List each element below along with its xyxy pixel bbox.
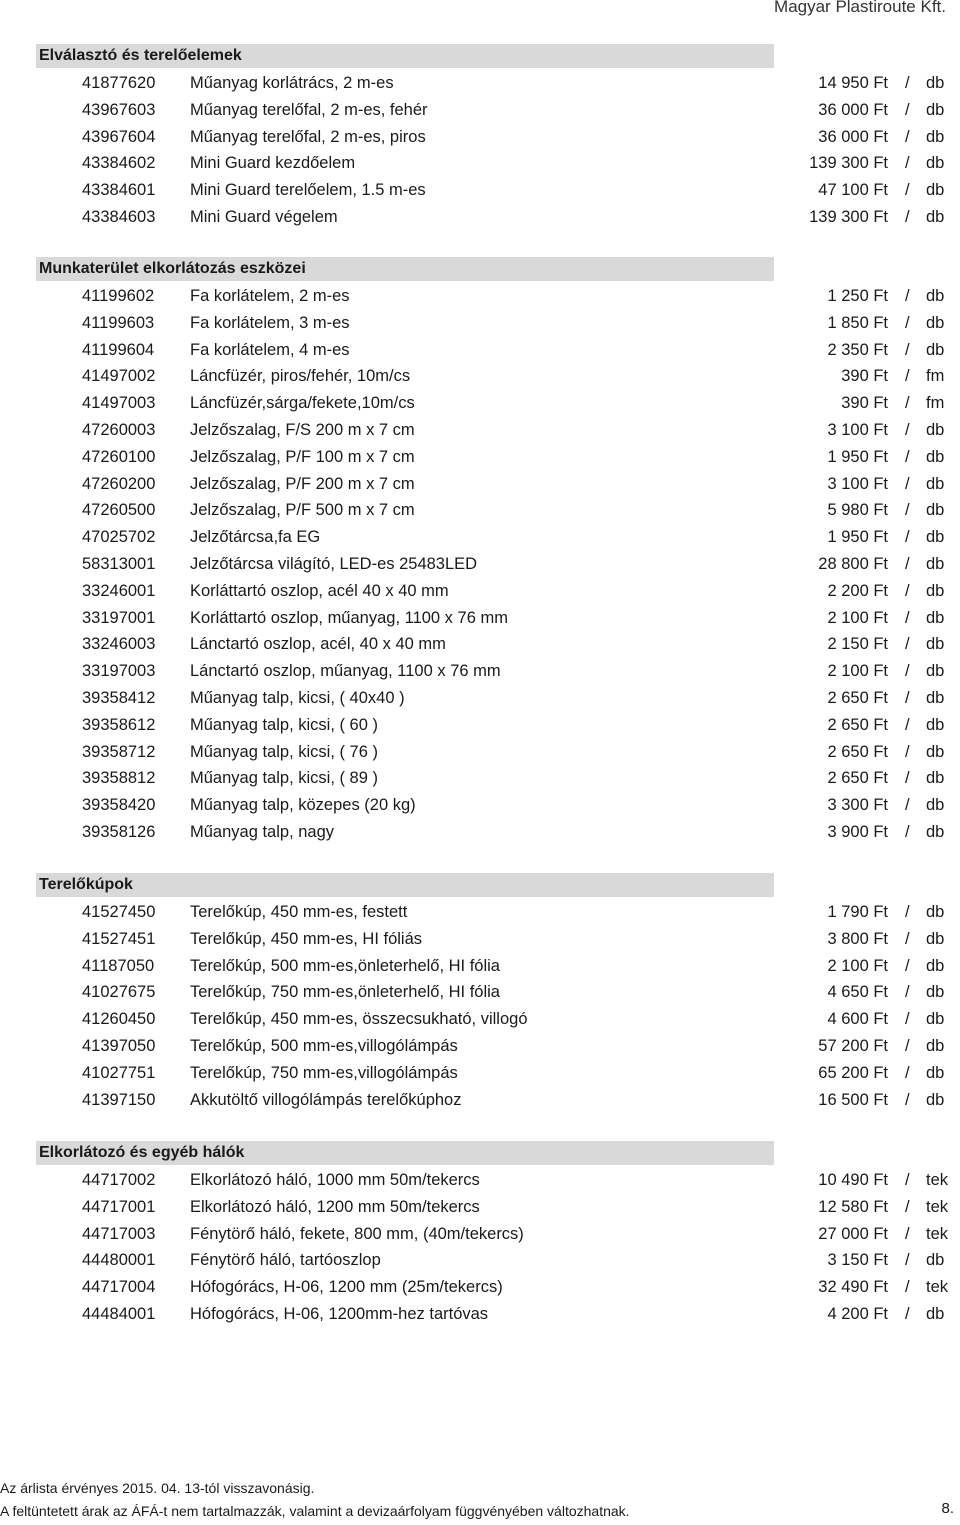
product-unit: db (926, 154, 945, 173)
product-unit: db (926, 1090, 945, 1109)
product-code: 41497003 (82, 394, 156, 413)
product-unit: db (926, 635, 945, 654)
product-price: 27 000 Ft (818, 1224, 888, 1243)
product-unit: tek (926, 1171, 949, 1189)
product-price: 3 300 Ft (827, 796, 888, 815)
section-title: Elválasztó és terelőelemek (36, 44, 774, 68)
product-name: Műanyag talp, kicsi, ( 89 ) (190, 769, 378, 788)
product-unit: fm (926, 367, 945, 386)
product-price: 57 200 Ft (818, 1037, 888, 1055)
table-row (0, 1060, 960, 1087)
product-name: Jelzőszalag, P/F 500 m x 7 cm (190, 501, 415, 520)
product-code: 41027675 (82, 983, 156, 1002)
table-row (0, 1194, 960, 1221)
table-row (0, 1167, 960, 1194)
product-price: 2 100 Ft (827, 662, 888, 681)
product-price: 14 950 Ft (818, 74, 888, 92)
product-name: Műanyag talp, kicsi, ( 76 ) (190, 742, 378, 761)
product-unit: tek (926, 1197, 949, 1216)
product-code: 44480001 (82, 1251, 156, 1270)
product-unit: db (926, 501, 945, 520)
table-row (0, 1274, 960, 1301)
product-unit: db (926, 313, 945, 332)
product-unit: db (926, 555, 945, 573)
product-name: Lánctartó oszlop, acél, 40 x 40 mm (190, 635, 446, 654)
table-row (0, 177, 960, 204)
price-separator: / (905, 581, 910, 600)
product-unit: db (926, 903, 945, 921)
product-code: 41260450 (82, 1010, 156, 1029)
table-row (0, 1247, 960, 1274)
product-code: 39358712 (82, 742, 156, 761)
table-row (0, 551, 960, 578)
product-unit: db (926, 340, 945, 359)
table-row (0, 685, 960, 712)
price-separator: / (905, 1171, 910, 1189)
product-code: 39358812 (82, 769, 156, 788)
price-separator: / (905, 474, 910, 493)
price-separator: / (905, 555, 910, 573)
table-row (0, 390, 960, 417)
product-name: Hófogórács, H-06, 1200mm-hez tartóvas (190, 1305, 489, 1323)
price-separator: / (905, 796, 910, 815)
table-row (0, 739, 960, 766)
product-unit: db (926, 662, 945, 681)
product-price: 32 490 Ft (818, 1278, 888, 1297)
price-separator: / (905, 74, 910, 92)
product-code: 41199604 (82, 340, 155, 359)
product-unit: db (926, 528, 945, 547)
product-code: 33197001 (82, 608, 156, 627)
table-row (0, 337, 960, 364)
product-price: 139 300 Ft (809, 208, 888, 226)
product-name: Fa korlátelem, 3 m-es (190, 313, 350, 332)
table-row (0, 953, 960, 980)
product-unit: db (926, 100, 945, 119)
product-name: Terelőkúp, 750 mm-es,villogólámpás (190, 1063, 458, 1082)
table-row (0, 97, 960, 124)
product-code: 33246001 (82, 581, 156, 600)
price-separator: / (905, 208, 910, 226)
product-unit: db (926, 181, 945, 200)
product-unit: db (926, 823, 945, 841)
product-unit: db (926, 1037, 945, 1055)
product-price: 390 Ft (841, 367, 888, 386)
product-code: 41199603 (82, 313, 155, 332)
product-name: Jelzőtárcsa,fa EG (190, 528, 321, 547)
product-code: 43967604 (82, 127, 156, 146)
product-name: Fa korlátelem, 2 m-es (190, 287, 350, 305)
product-name: Műanyag talp, kicsi, ( 60 ) (190, 715, 378, 734)
product-price: 2 100 Ft (827, 608, 888, 627)
product-name: Láncfüzér, piros/fehér, 10m/cs (190, 367, 411, 386)
product-unit: fm (926, 394, 945, 413)
product-name: Lánctartó oszlop, műanyag, 1100 x 76 mm (190, 662, 501, 681)
product-code: 44717003 (82, 1224, 156, 1243)
product-price: 3 100 Ft (827, 474, 888, 493)
table-row (0, 444, 960, 471)
product-name: Fénytörő háló, tartóoszlop (190, 1251, 381, 1270)
table-row (0, 204, 960, 231)
price-separator: / (905, 394, 910, 413)
product-price: 3 150 Ft (827, 1251, 888, 1270)
table-row (0, 658, 960, 685)
product-unit: db (926, 1063, 945, 1082)
product-name: Elkorlátozó háló, 1200 mm 50m/tekercs (190, 1197, 480, 1216)
product-name: Fénytörő háló, fekete, 800 mm, (40m/tekercs) (190, 1224, 524, 1243)
product-price: 1 950 Ft (827, 528, 888, 547)
price-separator: / (905, 340, 910, 359)
price-separator: / (905, 1063, 910, 1082)
price-separator: / (905, 1305, 910, 1323)
product-price: 3 100 Ft (827, 421, 888, 439)
product-price: 10 490 Ft (818, 1171, 888, 1189)
product-name: Terelőkúp, 450 mm-es, összecsukható, villogó (190, 1010, 528, 1029)
product-price: 2 650 Ft (827, 689, 888, 707)
table-row (0, 899, 960, 926)
price-separator: / (905, 367, 910, 386)
product-code: 41527450 (82, 903, 156, 921)
page-number: 8. (941, 1500, 954, 1517)
product-price: 4 650 Ft (827, 983, 888, 1002)
product-price: 2 350 Ft (827, 340, 888, 359)
product-code: 43384603 (82, 208, 156, 226)
product-code: 41877620 (82, 74, 156, 92)
price-separator: / (905, 956, 910, 975)
price-separator: / (905, 528, 910, 547)
product-unit: db (926, 1305, 945, 1323)
table-row (0, 471, 960, 498)
product-price: 2 650 Ft (827, 742, 888, 761)
price-separator: / (905, 1278, 910, 1297)
product-unit: tek (926, 1224, 949, 1243)
product-name: Láncfüzér,sárga/fekete,10m/cs (190, 394, 415, 413)
product-code: 43384602 (82, 154, 156, 173)
product-code: 44484001 (82, 1305, 156, 1323)
product-unit: db (926, 1010, 945, 1029)
table-row (0, 310, 960, 337)
product-price: 2 650 Ft (827, 769, 888, 788)
price-separator: / (905, 689, 910, 707)
product-code: 33197003 (82, 662, 156, 681)
table-row (0, 1033, 960, 1060)
product-code: 41527451 (82, 929, 156, 948)
price-separator: / (905, 447, 910, 466)
product-code: 39358126 (82, 823, 156, 841)
product-name: Műanyag terelőfal, 2 m-es, fehér (190, 100, 428, 119)
product-price: 1 950 Ft (827, 447, 888, 466)
table-row (0, 70, 960, 97)
product-name: Korláttartó oszlop, műanyag, 1100 x 76 mm (190, 608, 508, 627)
product-name: Mini Guard kezdőelem (190, 154, 356, 173)
product-unit: db (926, 74, 945, 92)
product-code: 41497002 (82, 367, 156, 386)
product-name: Fa korlátelem, 4 m-es (190, 340, 350, 359)
product-code: 47025702 (82, 528, 156, 547)
product-price: 3 900 Ft (827, 823, 888, 841)
price-separator: / (905, 1224, 910, 1243)
product-unit: db (926, 983, 945, 1002)
section-title: Munkaterület elkorlátozás eszközei (36, 257, 774, 281)
company-name: Magyar Plastiroute Kft. (774, 0, 946, 16)
product-code: 43967603 (82, 100, 156, 119)
product-code: 39358420 (82, 796, 156, 815)
product-name: Korláttartó oszlop, acél 40 x 40 mm (190, 581, 449, 600)
product-price: 1 790 Ft (827, 903, 888, 921)
product-price: 2 100 Ft (827, 956, 888, 975)
price-separator: / (905, 501, 910, 520)
product-code: 41027751 (82, 1063, 156, 1082)
section-title: Terelőkúpok (36, 873, 774, 897)
price-separator: / (905, 1197, 910, 1216)
product-name: Jelzőszalag, P/F 100 m x 7 cm (190, 447, 415, 466)
price-separator: / (905, 983, 910, 1002)
product-price: 16 500 Ft (818, 1090, 888, 1109)
product-code: 47260100 (82, 447, 156, 466)
price-separator: / (905, 421, 910, 439)
table-row (0, 631, 960, 658)
product-code: 41199602 (82, 287, 155, 305)
table-row (0, 497, 960, 524)
product-price: 1 250 Ft (827, 287, 888, 305)
product-code: 43384601 (82, 181, 156, 200)
product-name: Műanyag talp, kicsi, ( 40x40 ) (190, 689, 405, 707)
product-price: 47 100 Ft (818, 181, 888, 200)
table-row (0, 578, 960, 605)
product-name: Terelőkúp, 450 mm-es, HI fóliás (190, 929, 423, 948)
product-unit: db (926, 796, 945, 815)
product-name: Jelzőszalag, F/S 200 m x 7 cm (190, 421, 415, 439)
product-price: 2 650 Ft (827, 715, 888, 734)
product-unit: db (926, 127, 945, 146)
price-separator: / (905, 903, 910, 921)
product-name: Akkutöltő villogólámpás terelőkúphoz (190, 1090, 462, 1109)
product-unit: db (926, 608, 945, 627)
product-unit: db (926, 287, 945, 305)
product-code: 44717004 (82, 1278, 156, 1297)
product-price: 36 000 Ft (818, 100, 888, 119)
product-name: Műanyag talp, nagy (190, 823, 335, 841)
product-code: 41397150 (82, 1090, 156, 1109)
price-separator: / (905, 181, 910, 200)
product-unit: db (926, 1251, 945, 1270)
product-code: 58313001 (82, 555, 156, 573)
product-price: 12 580 Ft (818, 1197, 888, 1216)
price-separator: / (905, 635, 910, 654)
product-name: Elkorlátozó háló, 1000 mm 50m/tekercs (190, 1171, 480, 1189)
product-code: 41397050 (82, 1037, 156, 1055)
price-separator: / (905, 1090, 910, 1109)
table-row (0, 792, 960, 819)
product-name: Jelzőszalag, P/F 200 m x 7 cm (190, 474, 415, 493)
product-code: 47260200 (82, 474, 156, 493)
product-unit: db (926, 929, 945, 948)
product-code: 47260003 (82, 421, 156, 439)
product-name: Terelőkúp, 500 mm-es,villogólámpás (190, 1037, 458, 1055)
product-unit: db (926, 769, 945, 788)
product-price: 28 800 Ft (818, 555, 888, 573)
table-row (0, 524, 960, 551)
product-code: 39358612 (82, 715, 156, 734)
product-unit: db (926, 581, 945, 600)
price-separator: / (905, 1037, 910, 1055)
table-row (0, 819, 960, 846)
product-price: 3 800 Ft (827, 929, 888, 948)
price-separator: / (905, 742, 910, 761)
product-unit: db (926, 447, 945, 466)
product-code: 41187050 (82, 956, 155, 975)
product-code: 39358412 (82, 689, 156, 707)
product-unit: db (926, 742, 945, 761)
price-separator: / (905, 100, 910, 119)
product-price: 4 600 Ft (827, 1010, 888, 1029)
product-name: Mini Guard végelem (190, 208, 338, 226)
table-row (0, 926, 960, 953)
table-row (0, 150, 960, 177)
product-unit: tek (926, 1278, 949, 1297)
table-row (0, 765, 960, 792)
product-unit: db (926, 689, 945, 707)
price-separator: / (905, 127, 910, 146)
product-unit: db (926, 715, 945, 734)
product-price: 65 200 Ft (818, 1063, 888, 1082)
price-separator: / (905, 662, 910, 681)
price-separator: / (905, 929, 910, 948)
product-price: 5 980 Ft (827, 501, 888, 520)
table-row (0, 417, 960, 444)
table-row (0, 1301, 960, 1328)
product-price: 2 150 Ft (827, 635, 888, 654)
product-unit: db (926, 208, 945, 226)
product-name: Műanyag korlátrács, 2 m-es (190, 74, 394, 92)
table-row (0, 283, 960, 310)
footer-note: A feltüntetett árak az ÁFÁ-t nem tartalmazzák, valamint a devizaárfolyam függvényében változhatnak. (0, 1503, 630, 1519)
product-name: Jelzőtárcsa világító, LED-es 25483LED (190, 555, 478, 573)
section-title: Elkorlátozó és egyéb hálók (36, 1141, 774, 1165)
product-code: 33246003 (82, 635, 156, 654)
price-separator: / (905, 715, 910, 734)
table-row (0, 712, 960, 739)
product-price: 2 200 Ft (827, 581, 888, 600)
product-price: 390 Ft (841, 394, 888, 413)
price-separator: / (905, 769, 910, 788)
product-name: Terelőkúp, 750 mm-es,önleterhelő, HI fólia (190, 983, 500, 1002)
price-separator: / (905, 608, 910, 627)
price-separator: / (905, 313, 910, 332)
price-separator: / (905, 1251, 910, 1270)
product-name: Hófogórács, H-06, 1200 mm (25m/tekercs) (190, 1278, 503, 1297)
table-row (0, 363, 960, 390)
table-row (0, 1087, 960, 1114)
price-separator: / (905, 287, 910, 305)
product-name: Terelőkúp, 450 mm-es, festett (190, 903, 408, 921)
product-code: 44717001 (82, 1197, 156, 1216)
product-price: 36 000 Ft (818, 127, 888, 146)
product-code: 47260500 (82, 501, 156, 520)
product-price: 4 200 Ft (827, 1305, 888, 1323)
product-price: 139 300 Ft (809, 154, 888, 173)
price-separator: / (905, 1010, 910, 1029)
footer-validity: Az árlista érvényes 2015. 04. 13-tól visszavonásig. (0, 1480, 315, 1496)
table-row (0, 1221, 960, 1248)
product-name: Mini Guard terelőelem, 1.5 m-es (190, 181, 426, 200)
price-separator: / (905, 823, 910, 841)
product-name: Műanyag terelőfal, 2 m-es, piros (190, 127, 426, 146)
product-unit: db (926, 474, 945, 493)
product-unit: db (926, 956, 945, 975)
product-code: 44717002 (82, 1171, 156, 1189)
price-separator: / (905, 154, 910, 173)
table-row (0, 605, 960, 632)
table-row (0, 1006, 960, 1033)
product-unit: db (926, 421, 945, 439)
product-price: 1 850 Ft (827, 313, 888, 332)
product-name: Műanyag talp, közepes (20 kg) (190, 796, 416, 815)
product-name: Terelőkúp, 500 mm-es,önleterhelő, HI fólia (190, 956, 500, 975)
table-row (0, 979, 960, 1006)
table-row (0, 124, 960, 151)
